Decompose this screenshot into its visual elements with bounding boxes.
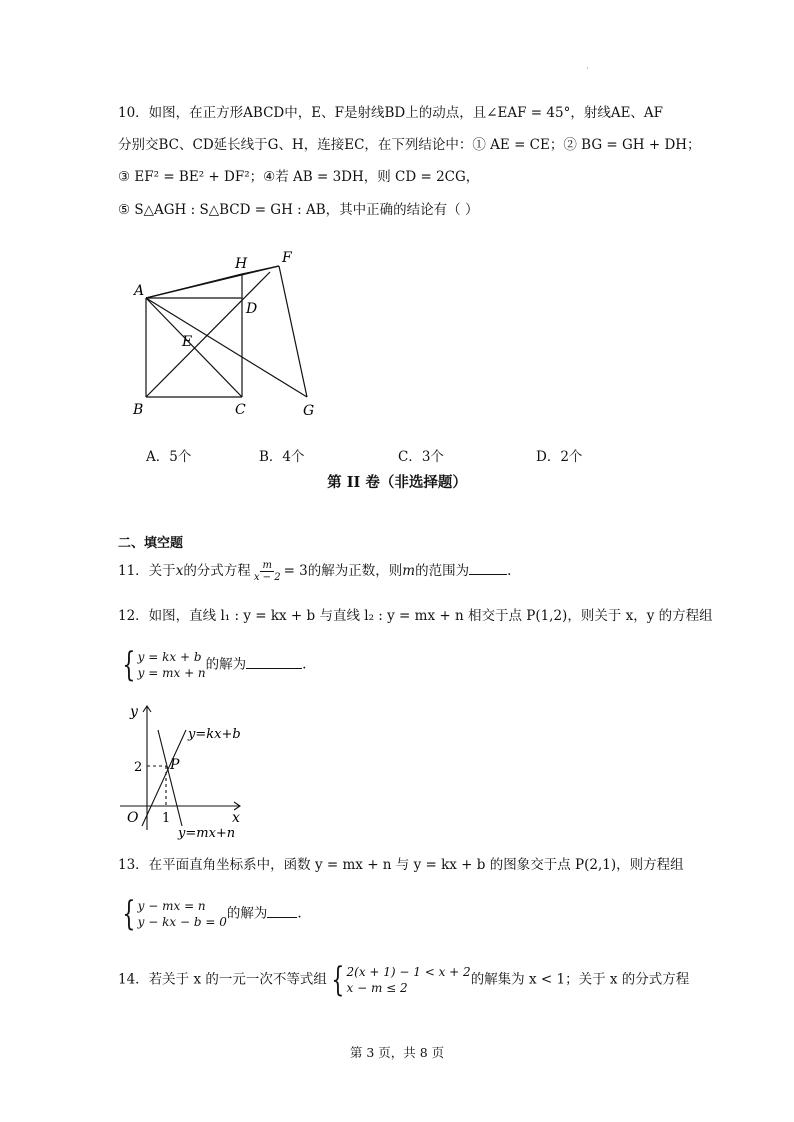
q13-system: { y − mx = n y − kx − b = 0 的解为 . <box>122 894 302 934</box>
graph-y-label: y <box>130 704 138 720</box>
q12-line1: 12．如图，直线 l₁ : y = kx + b 与直线 l₂ : y = mx + n 相交于点 P(1,2)，则关于 x，y 的方程组 <box>118 608 713 624</box>
q12-answer-blank[interactable] <box>246 654 302 669</box>
q12-system: { y = kx + b y = mx + n 的解为 . <box>122 645 307 685</box>
choice-a[interactable]: A．5个 <box>146 449 192 465</box>
q13-answer-blank[interactable] <box>267 903 297 918</box>
part2-title: 第 II 卷（非选择题） <box>327 474 467 491</box>
q14-line: 14．若关于 x 的一元一次不等式组 { 2(x + 1) − 1 < x + 2 x − m ≤ 2 的解集为 x < 1；关于 x 的分式方程 <box>118 960 690 1000</box>
choice-b[interactable]: B．4个 <box>259 449 305 465</box>
graph-line2-label: y=mx+n <box>178 826 236 841</box>
q10-line4: ⑤ S△AGH : S△BCD = GH : AB，其中正确的结论有（ ） <box>118 202 479 218</box>
graph-tick-y: 2 <box>134 760 143 775</box>
q13-line1: 13．在平面直角坐标系中，函数 y = mx + n 与 y = kx + b 的图象交于点 P(2,1)，则方程组 <box>118 857 684 873</box>
q10-line2: 分别交BC、CD延长线于G、H，连接EC，在下列结论中：① AE = CE；② BG = GH + DH； <box>118 137 701 153</box>
q11-line: 11．关于x的分式方程 $\frac{m}{x - 2}$ = 3的解为正数，则m的范围为 . <box>118 560 512 583</box>
q11-answer-blank[interactable] <box>469 560 507 575</box>
label-B: B <box>133 402 144 418</box>
graph-tick-x: 1 <box>162 811 171 826</box>
page-footer: 第 3 页，共 8 页 <box>349 1045 445 1060</box>
label-C: C <box>235 402 246 418</box>
label-G: G <box>303 403 315 419</box>
section-fill-heading: 二、填空题 <box>118 536 184 551</box>
label-F: F <box>282 250 292 266</box>
label-E: E <box>182 334 193 350</box>
graph-x-label: x <box>232 810 240 826</box>
graph-line1-label: y=kx+b <box>188 727 241 742</box>
graph-point-p: P <box>170 757 180 773</box>
q10-line1: 10．如图，在正方形ABCD中，E、F是射线BD上的动点，且∠EAF = 45°，射线AE、AF <box>118 105 664 121</box>
q11-fraction: $\frac{m}{x - 2}$ <box>253 560 281 583</box>
label-A: A <box>134 283 145 299</box>
choice-d[interactable]: D．2个 <box>536 449 583 465</box>
graph-origin: O <box>127 810 139 826</box>
q10-line3: ③ EF² = BE² + DF²；④若 AB = 3DH，则 CD = 2CG， <box>118 169 480 185</box>
label-H: H <box>235 256 248 272</box>
choice-c[interactable]: C．3个 <box>398 449 444 465</box>
header-mark: · <box>586 64 589 74</box>
label-D: D <box>246 301 258 317</box>
